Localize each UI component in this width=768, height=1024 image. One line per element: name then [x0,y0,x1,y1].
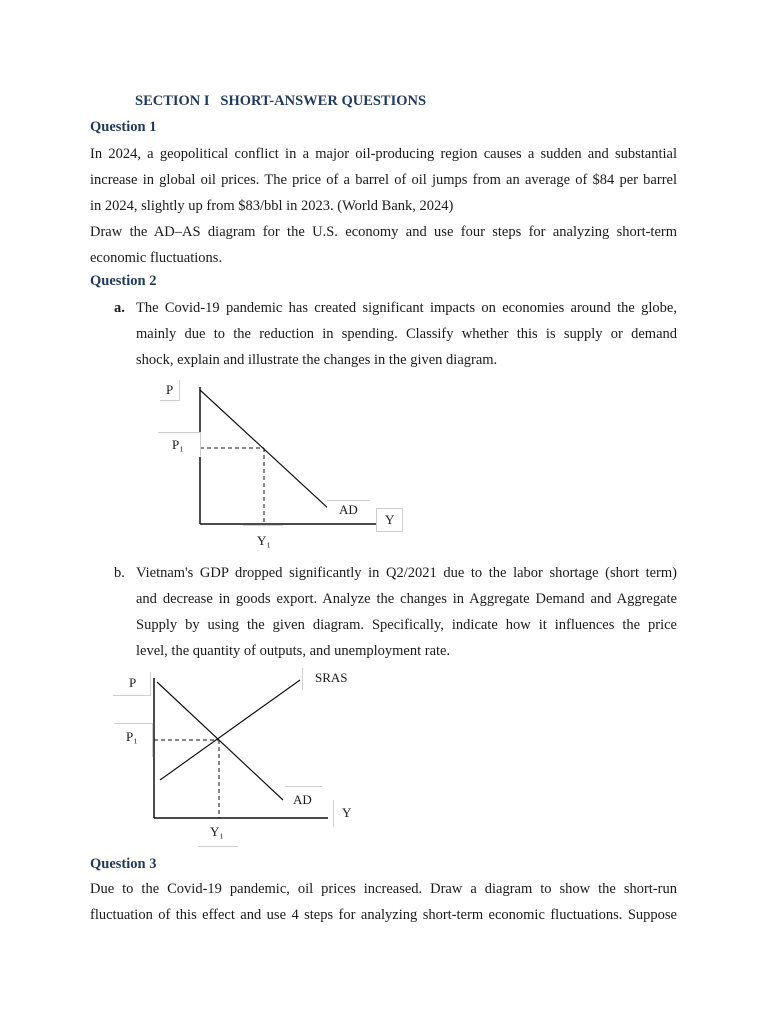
q2a-body [136,295,677,373]
diagram-b-sras-label: SRAS [302,668,358,690]
q2b-body [136,560,677,664]
q1-line: Draw the AD–AS diagram for the U.S. economy and use four steps for analyzing short-term [90,224,677,240]
diagram-b-p-label: P [113,672,151,696]
q2b-line: level, the quantity of outputs, and unemployment rate. [136,643,451,659]
diagram-a-p-label: P [160,380,180,401]
diagram-b-p1-label: P₁ [114,723,153,757]
diagram-b-ad-curve [157,682,283,800]
diagram-a-y-label: Y [376,508,403,532]
q2a-line: shock, explain and illustrate the changes in the given diagram. [136,352,498,368]
q2b-line: Supply by using the given diagram. Specifically, indicate how it influences the price [136,617,677,633]
diagram-b-y-label: Y [333,800,359,827]
diagram-b-y1-label: Y₁ [198,820,238,847]
diagram-a-y1-label: Y₁ [243,525,283,551]
diagram-a-ad-curve [200,390,330,510]
question-3-body [90,876,677,928]
q3-line: Due to the Covid-19 pandemic, oil prices increased. Draw a diagram to show the short-run [90,881,677,897]
question-1-body [90,141,677,271]
diagram-a-p1-label: P₁ [158,432,201,457]
q2b-marker: b. [114,565,125,581]
diagram-b-ad-label: AD [285,786,322,810]
q1-line: increase in global oil prices. The price of a barrel of oil jumps from an average of $84 per barrel [90,172,677,188]
question-2-title: Question 2 [90,273,157,289]
q2b-line: Vietnam's GDP dropped significantly in Q2/2021 due to the labor shortage (short term) [136,565,677,581]
q2b-line: and decrease in goods export. Analyze the changes in Aggregate Demand and Aggregate [136,591,677,607]
q2a-line: mainly due to the reduction in spending. Classify whether this is supply or demand [136,326,677,342]
diagram-b-sras-curve [160,680,300,780]
question-3-title: Question 3 [90,856,157,872]
q1-line: In 2024, a geopolitical conflict in a major oil-producing region causes a sudden and substantial [90,146,677,162]
q1-line: economic fluctuations. [90,250,223,266]
q1-line: in 2024, slightly up from $83/bbl in 2023. (World Bank, 2024) [90,198,454,214]
q3-line: fluctuation of this effect and use 4 steps for analyzing short-term economic fluctuations. Suppose [90,907,677,923]
diagram-a-ad-label: AD [327,500,370,519]
section-title: SECTION I SHORT-ANSWER QUESTIONS [135,93,427,109]
question-1-title: Question 1 [90,119,157,135]
q2a-marker: a. [114,300,125,316]
q2a-line: The Covid-19 pandemic has created significant impacts on economies around the globe, [136,300,677,316]
